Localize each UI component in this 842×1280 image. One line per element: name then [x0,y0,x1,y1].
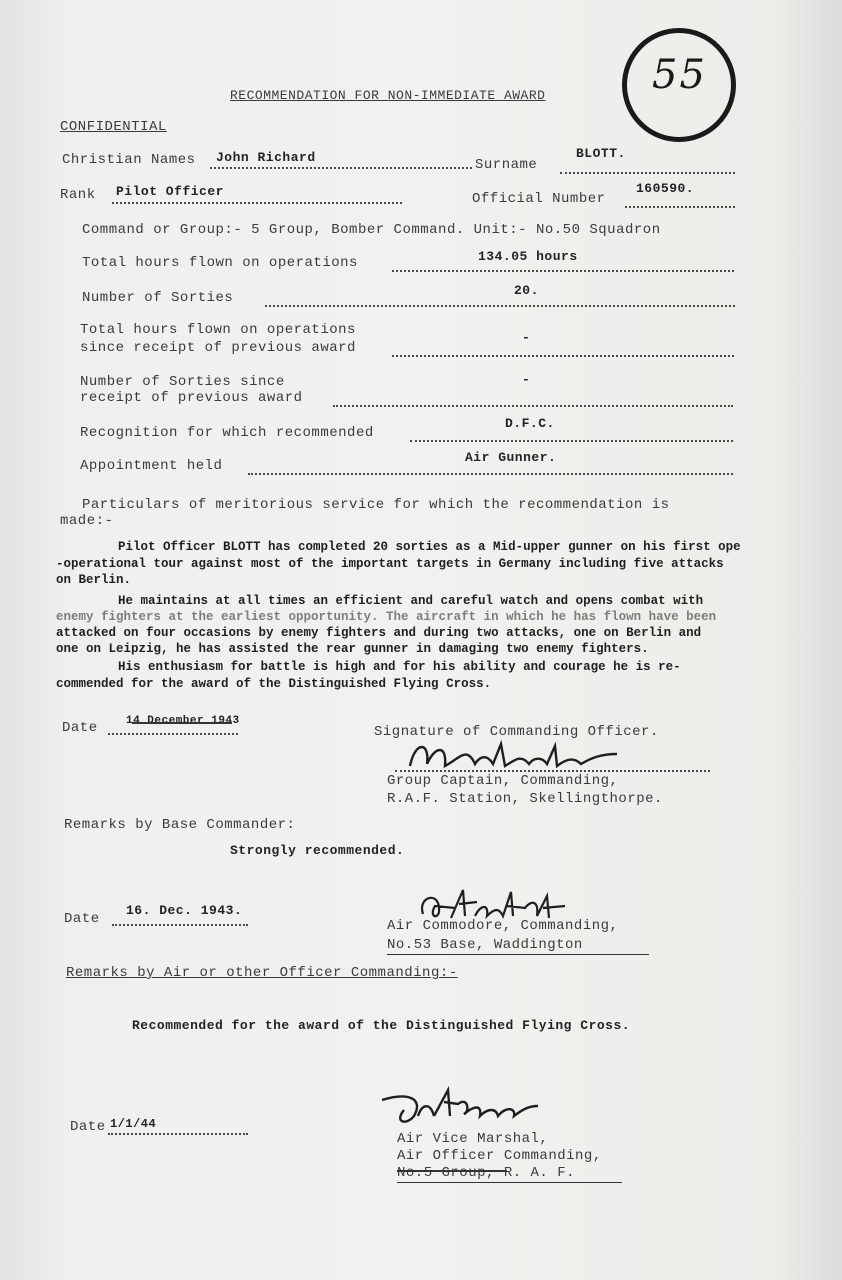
aoc-title-line-2: Air Officer Commanding, [397,1148,602,1164]
citation-line: Pilot Officer BLOTT has completed 20 sorties as a Mid-upper gunner on his first ope [118,540,741,554]
command-group-line: Command or Group:- 5 Group, Bomber Command. Unit:- No.50 Squadron [82,222,661,238]
christian-names-label: Christian Names [62,152,196,168]
official-number-value: 160590. [636,181,695,196]
aoc-date-value: 1/1/44 [110,1117,157,1131]
co-signature-caption: Signature of Commanding Officer. [374,724,659,740]
dotted-line [410,440,733,442]
total-hours-value: 134.05 hours [478,249,578,264]
dotted-line [392,355,734,357]
date-label-3: Date [70,1119,106,1135]
dotted-line [108,733,238,735]
christian-names-value: John Richard [216,150,316,165]
hours-since-award-label-2: since receipt of previous award [80,340,356,356]
underline [397,1182,622,1183]
sorties-since-award-value: - [522,372,531,387]
sorties-since-award-label-2: receipt of previous award [80,390,303,406]
sorties-since-award-label-1: Number of Sorties since [80,374,285,390]
recognition-value: D.F.C. [505,416,555,431]
appointment-value: Air Gunner. [465,450,557,465]
surname-value: BLOTT. [576,146,626,161]
hours-since-award-value: - [522,330,531,345]
date-label-1: Date [62,720,98,736]
dotted-line [108,1133,248,1135]
co-title-line-1: Group Captain, Commanding, [387,773,619,789]
dotted-line [112,924,248,926]
sorties-label: Number of Sorties [82,290,234,306]
dotted-line [265,305,735,307]
hours-since-award-label-1: Total hours flown on operations [80,322,356,338]
base-date-value: 16. Dec. 1943. [126,903,243,918]
dotted-line [112,202,402,204]
aoc-title-line-3: No.5 Group, R. A. F. [397,1165,576,1181]
aoc-remarks-label: Remarks by Air or other Officer Commanding:- [66,965,458,981]
dotted-line [395,770,710,772]
dotted-line [392,270,734,272]
citation-line: He maintains at all times an efficient and careful watch and opens combat with [118,594,704,608]
dotted-line [248,473,733,475]
surname-label: Surname [475,157,538,173]
citation-line: one on Leipzig, he has assisted the rear gunner in damaging two enemy fighters. [56,642,649,656]
appointment-label: Appointment held [80,458,223,474]
aoc-signature [378,1086,548,1132]
dotted-line [333,405,733,407]
classification-label: CONFIDENTIAL [60,119,167,135]
document-title: RECOMMENDATION FOR NON-IMMEDIATE AWARD [230,88,546,103]
rank-label: Rank [60,187,96,203]
citation-line: enemy fighters at the earliest opportunity. The aircraft in which he has flown have been [56,610,717,624]
official-number-label: Official Number [472,191,606,207]
aoc-remarks-value: Recommended for the award of the Distinguished Flying Cross. [132,1018,631,1033]
underline [387,954,649,955]
recognition-label: Recognition for which recommended [80,425,374,441]
citation-line: on Berlin. [56,573,132,587]
date-label-2: Date [64,911,100,927]
rank-value: Pilot Officer [116,184,224,199]
stamp-number: 55 [652,52,707,98]
co-date-value: 14 December 1943 [126,715,240,727]
strikethrough [397,1170,507,1172]
total-hours-label: Total hours flown on operations [82,255,358,271]
sorties-value: 20. [514,283,539,298]
particulars-label-1: Particulars of meritorious service for which the recommendation is [82,497,670,513]
citation-line: His enthusiasm for battle is high and for his ability and courage he is re- [118,660,681,674]
citation-line: -operational tour against most of the important targets in Germany including five attacks [56,557,724,571]
date-strikethrough [132,722,232,724]
aoc-title-line-1: Air Vice Marshal, [397,1131,549,1147]
dotted-line [625,206,735,208]
citation-line: attacked on four occasions by enemy fighters and during two attacks, one on Berlin and [56,626,702,640]
citation-line: commended for the award of the Distinguished Flying Cross. [56,677,492,691]
base-remarks-label: Remarks by Base Commander: [64,817,296,833]
particulars-label-2: made:- [60,513,114,529]
dotted-line [560,172,735,174]
base-remarks-value: Strongly recommended. [230,843,405,858]
base-title-line-1: Air Commodore, Commanding, [387,918,619,934]
base-title-line-2: No.53 Base, Waddington [387,937,583,953]
co-title-line-2: R.A.F. Station, Skellingthorpe. [387,791,663,807]
dotted-line [210,167,472,169]
